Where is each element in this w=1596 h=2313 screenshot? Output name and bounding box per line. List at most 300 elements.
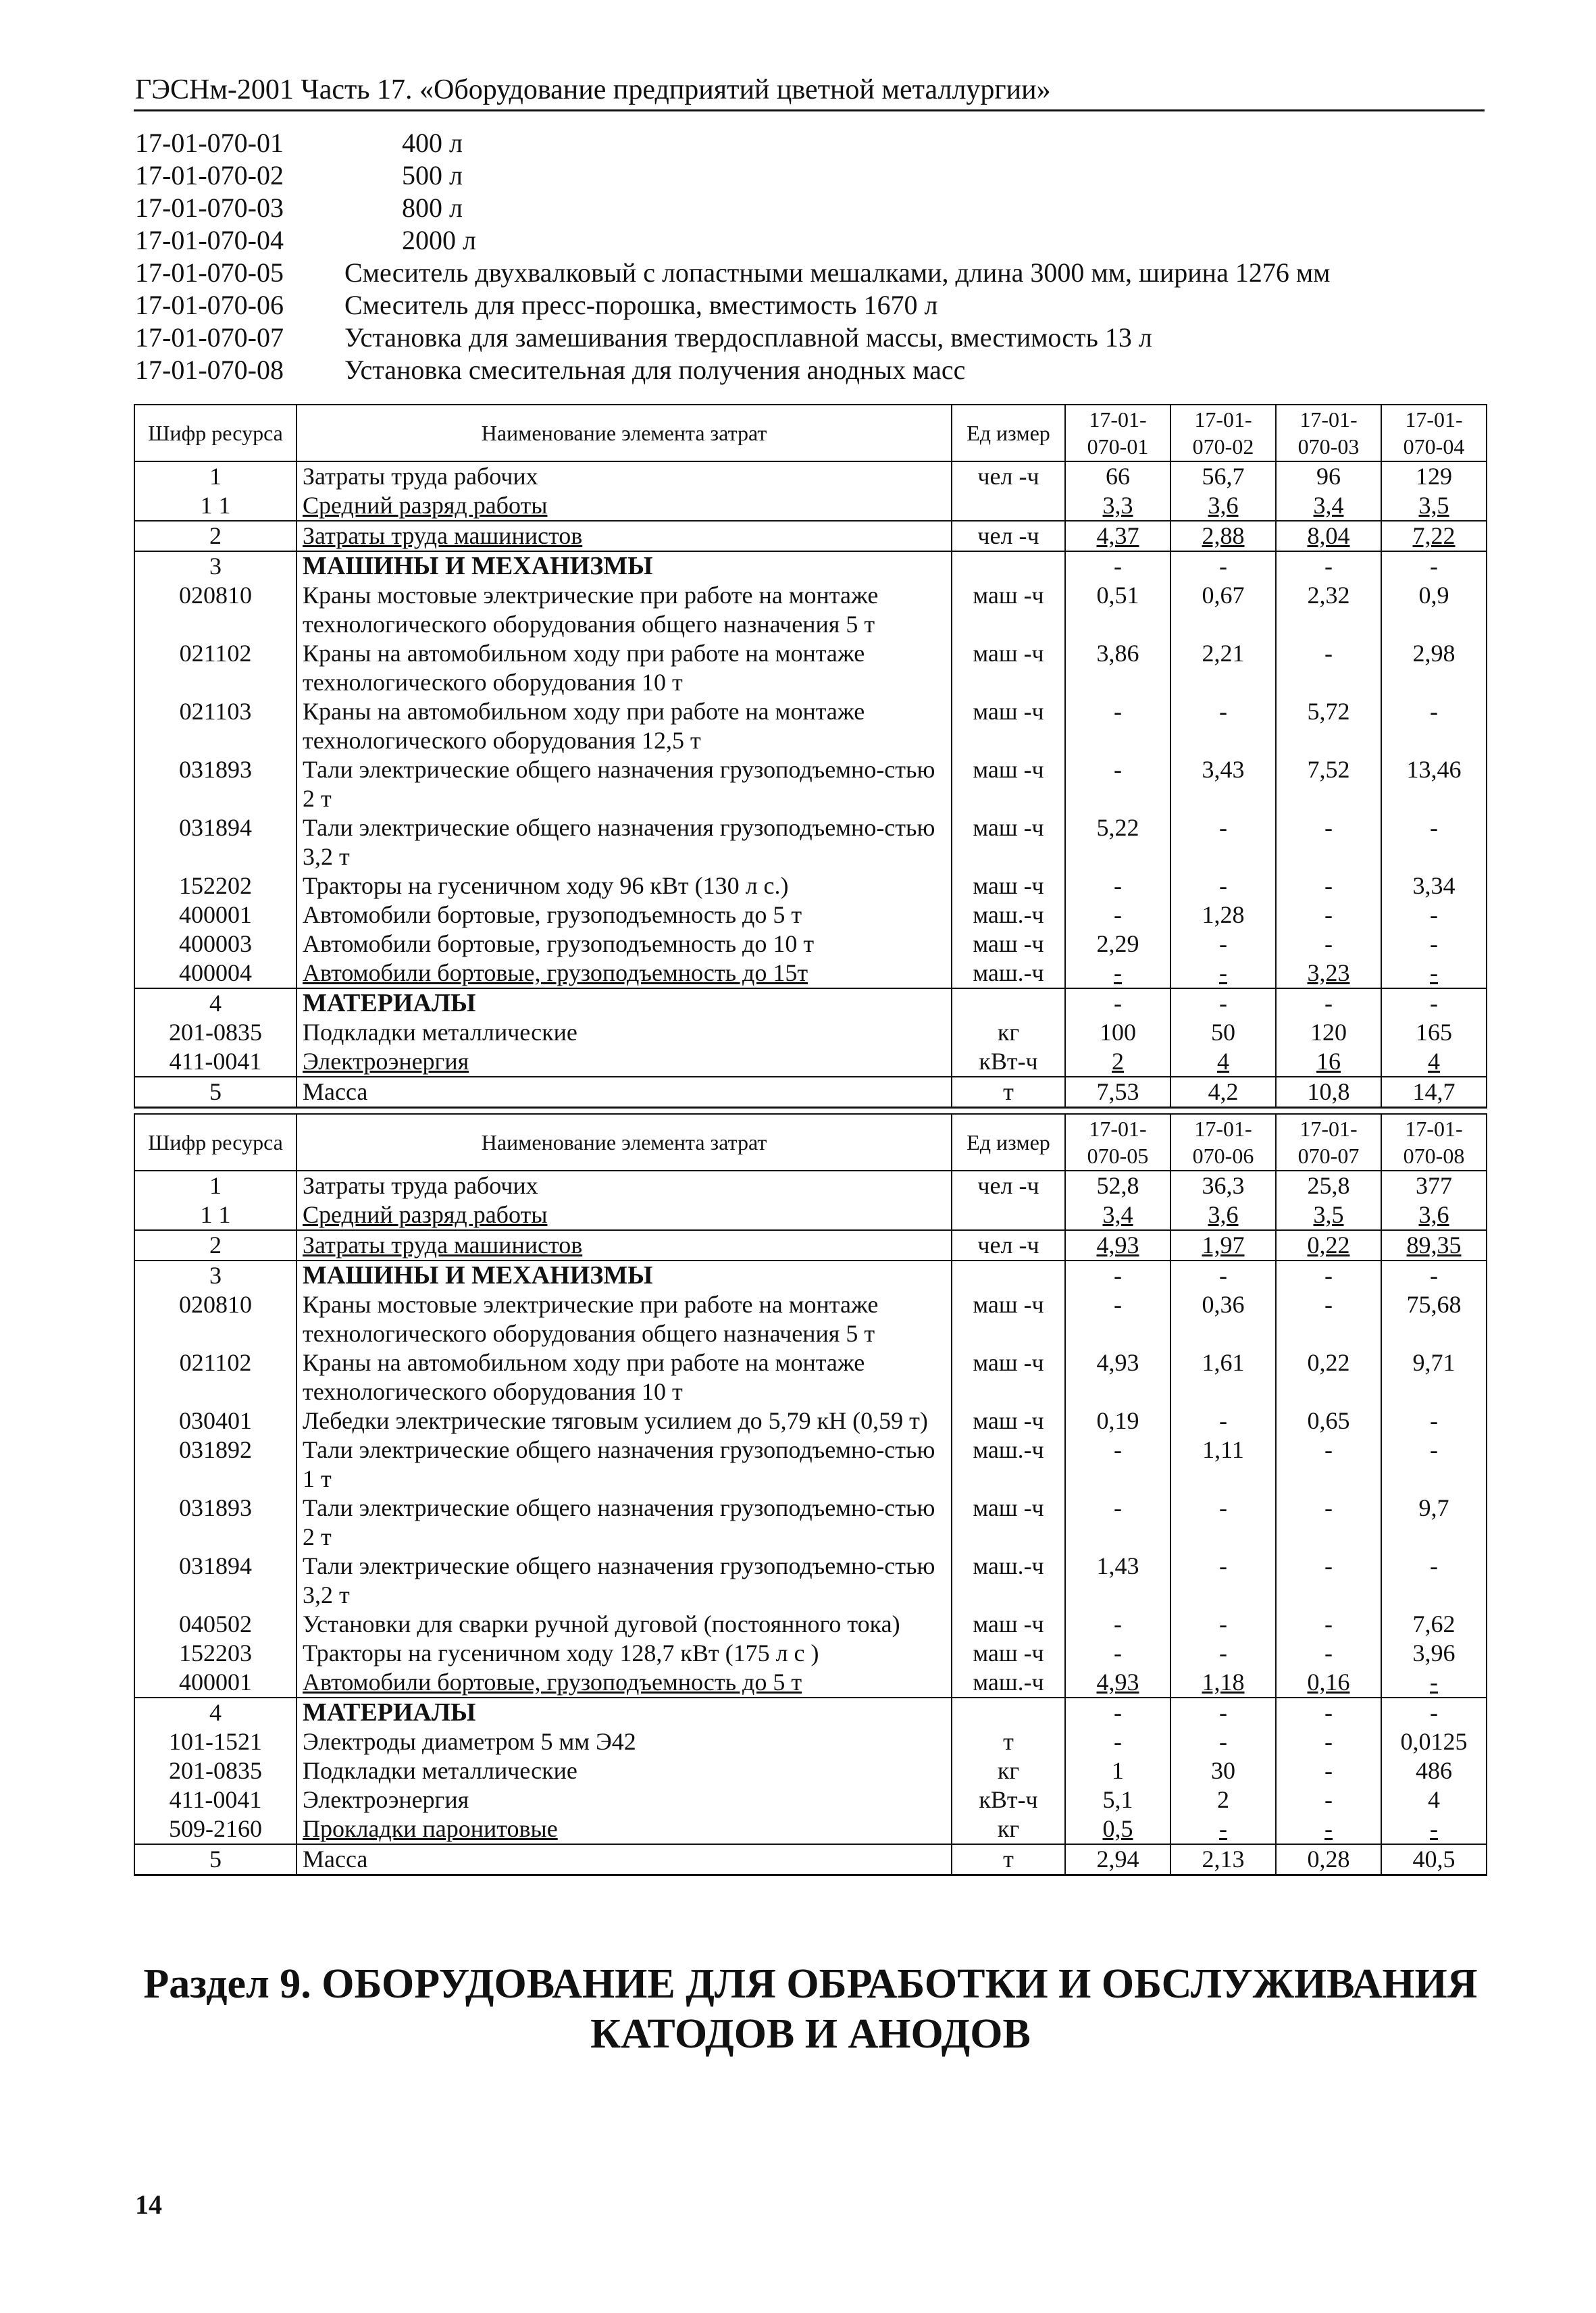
norm-value: - xyxy=(1065,755,1170,813)
norm-value: 50 xyxy=(1170,1018,1276,1047)
code-number: 17-01-070-08 xyxy=(135,355,284,385)
code-description: 500 л xyxy=(402,160,463,190)
unit-of-measure: кг xyxy=(952,1756,1065,1785)
table-row xyxy=(134,755,1487,813)
norm-value: - xyxy=(1276,639,1381,697)
cost-element-name: Краны на автомобильном ходу при работе на монтаже технологического оборудования 12,5 т xyxy=(297,697,952,755)
unit-of-measure: маш -ч xyxy=(952,871,1065,900)
norm-value: - xyxy=(1381,900,1487,930)
norm-value: - xyxy=(1065,1494,1170,1552)
norm-value: 3,43 xyxy=(1170,755,1276,813)
norm-value: - xyxy=(1170,1814,1276,1844)
norm-value: 4,2 xyxy=(1170,1077,1276,1108)
table-row xyxy=(134,461,1487,491)
cost-element-name: Автомобили бортовые, грузоподъемность до 5 т xyxy=(297,1668,952,1698)
table-row xyxy=(134,871,1487,900)
table-row xyxy=(134,1435,1487,1494)
norm-value: 3,86 xyxy=(1065,639,1170,697)
norm-value: - xyxy=(1381,1435,1487,1494)
norm-value: - xyxy=(1381,1552,1487,1610)
resource-cipher: 1 1 xyxy=(134,1200,297,1230)
section-title-line-2: КАТОДОВ И АНОДОВ xyxy=(590,2011,1031,2057)
norm-value: - xyxy=(1276,1290,1381,1348)
norm-value: - xyxy=(1276,1261,1381,1290)
norm-value: 13,46 xyxy=(1381,755,1487,813)
norm-value: - xyxy=(1276,1435,1381,1494)
code-description: 2000 л xyxy=(402,225,476,255)
table-row xyxy=(134,1077,1487,1108)
table-row xyxy=(134,551,1487,581)
resource-cipher: 411-0041 xyxy=(134,1047,297,1077)
norm-value: 10,8 xyxy=(1276,1077,1381,1108)
resource-cipher: 5 xyxy=(134,1844,297,1875)
page-header: ГЭСНм-2001 Часть 17. «Оборудование предприятий цветной металлургии» xyxy=(135,74,1051,105)
cost-element-name: Прокладки паронитовые xyxy=(297,1814,952,1844)
norm-value: - xyxy=(1276,1814,1381,1844)
norm-value: 0,5 xyxy=(1065,1814,1170,1844)
norm-value: 9,7 xyxy=(1381,1494,1487,1552)
unit-of-measure xyxy=(952,551,1065,581)
norm-value: 4,93 xyxy=(1065,1230,1170,1261)
unit-of-measure xyxy=(952,1698,1065,1727)
norm-value: - xyxy=(1381,1261,1487,1290)
norm-value: 2,88 xyxy=(1170,521,1276,551)
norm-value: 3,5 xyxy=(1381,491,1487,521)
table-row xyxy=(134,1261,1487,1290)
cost-element-name: Краны на автомобильном ходу при работе на монтаже технологического оборудования 10 т xyxy=(297,1348,952,1406)
norm-value: 4 xyxy=(1170,1047,1276,1077)
cost-element-name: Электроды диаметром 5 мм Э42 xyxy=(297,1727,952,1756)
code-number: 17-01-070-05 xyxy=(135,257,284,288)
resource-table-1 xyxy=(134,404,1487,1109)
code-item xyxy=(135,354,1486,386)
resource-table-2 xyxy=(134,1113,1487,1876)
unit-of-measure: маш -ч xyxy=(952,1610,1065,1639)
norm-value: 3,6 xyxy=(1170,1200,1276,1230)
unit-of-measure: маш -ч xyxy=(952,755,1065,813)
norm-value: 129 xyxy=(1381,461,1487,491)
table-row xyxy=(134,1230,1487,1261)
code-item xyxy=(135,192,1486,224)
norm-value: 1,28 xyxy=(1170,900,1276,930)
norm-value: - xyxy=(1170,813,1276,871)
code-description: 800 л xyxy=(402,193,463,223)
table-row xyxy=(134,1844,1487,1875)
resource-cipher: 5 xyxy=(134,1077,297,1108)
code-item xyxy=(135,322,1486,354)
norm-value: 0,0125 xyxy=(1381,1727,1487,1756)
norm-value: 0,67 xyxy=(1170,581,1276,639)
norm-value: - xyxy=(1381,551,1487,581)
header-rule xyxy=(134,109,1485,111)
norm-value: 0,16 xyxy=(1276,1668,1381,1698)
cost-element-name: Краны мостовые электрические при работе на монтаже технологического оборудования общего назначения 5 т xyxy=(297,581,952,639)
norm-value: 1,97 xyxy=(1170,1230,1276,1261)
norm-value: 3,23 xyxy=(1276,959,1381,988)
norm-value: 3,4 xyxy=(1276,491,1381,521)
norm-value: 377 xyxy=(1381,1171,1487,1200)
resource-cipher: 152203 xyxy=(134,1639,297,1668)
norm-value: - xyxy=(1276,1639,1381,1668)
table-row xyxy=(134,813,1487,871)
norm-value: 4 xyxy=(1381,1047,1487,1077)
cost-element-name: Краны мостовые электрические при работе на монтаже технологического оборудования общего назначения 5 т xyxy=(297,1290,952,1348)
norm-value: 0,51 xyxy=(1065,581,1170,639)
table-row xyxy=(134,1610,1487,1639)
norm-value: - xyxy=(1276,1756,1381,1785)
header-unit: Ед измер xyxy=(952,1114,1065,1171)
norm-value: - xyxy=(1170,1261,1276,1290)
resource-cipher: 101-1521 xyxy=(134,1727,297,1756)
header-norm-code: 17-01-070-05 xyxy=(1065,1114,1170,1171)
header-norm-code: 17-01-070-02 xyxy=(1170,405,1276,461)
norm-value: - xyxy=(1170,959,1276,988)
norm-value: 1,11 xyxy=(1170,1435,1276,1494)
table-row xyxy=(134,1290,1487,1348)
table-row xyxy=(134,1200,1487,1230)
section-title xyxy=(135,1959,1486,2059)
header-norm-code: 17-01-070-01 xyxy=(1065,405,1170,461)
resource-cipher: 020810 xyxy=(134,1290,297,1348)
norm-value: 30 xyxy=(1170,1756,1276,1785)
norm-value: - xyxy=(1276,1552,1381,1610)
table-row xyxy=(134,1494,1487,1552)
table-row xyxy=(134,1698,1487,1727)
norm-value: 0,9 xyxy=(1381,581,1487,639)
norm-value: - xyxy=(1065,900,1170,930)
table-row xyxy=(134,1406,1487,1435)
table-row xyxy=(134,639,1487,697)
cost-element-name: МАШИНЫ И МЕХАНИЗМЫ xyxy=(297,1261,952,1290)
code-item xyxy=(135,127,1486,159)
table-row xyxy=(134,900,1487,930)
norm-value: - xyxy=(1170,988,1276,1018)
cost-element-name: Тали электрические общего назначения грузоподъемно-стью 3,2 т xyxy=(297,813,952,871)
cost-element-name: Затраты труда рабочих xyxy=(297,1171,952,1200)
norm-value: - xyxy=(1170,1727,1276,1756)
cost-element-name: Средний разряд работы xyxy=(297,1200,952,1230)
norm-value: 1 xyxy=(1065,1756,1170,1785)
norm-value: 4 xyxy=(1381,1785,1487,1814)
norm-value: 89,35 xyxy=(1381,1230,1487,1261)
resource-cipher: 1 1 xyxy=(134,491,297,521)
norm-value: 1,43 xyxy=(1065,1552,1170,1610)
norm-value: 0,22 xyxy=(1276,1348,1381,1406)
table-row xyxy=(134,959,1487,988)
resource-cipher: 021102 xyxy=(134,639,297,697)
cost-element-name: Тракторы на гусеничном ходу 128,7 кВт (175 л с ) xyxy=(297,1639,952,1668)
resource-cipher: 020810 xyxy=(134,581,297,639)
norm-value: - xyxy=(1065,1261,1170,1290)
resource-cipher: 1 xyxy=(134,1171,297,1200)
table-row xyxy=(134,1785,1487,1814)
resource-cipher: 3 xyxy=(134,551,297,581)
code-list xyxy=(135,127,1486,386)
header-norm-code: 17-01-070-06 xyxy=(1170,1114,1276,1171)
norm-value: 14,7 xyxy=(1381,1077,1487,1108)
unit-of-measure: кВт-ч xyxy=(952,1785,1065,1814)
unit-of-measure: маш.-ч xyxy=(952,1435,1065,1494)
norm-value: 165 xyxy=(1381,1018,1487,1047)
norm-value: 0,28 xyxy=(1276,1844,1381,1875)
norm-value: 0,36 xyxy=(1170,1290,1276,1348)
norm-value: 2,29 xyxy=(1065,930,1170,959)
cost-element-name: Автомобили бортовые, грузоподъемность до 10 т xyxy=(297,930,952,959)
norm-value: - xyxy=(1065,871,1170,900)
norm-value: 56,7 xyxy=(1170,461,1276,491)
table-row xyxy=(134,930,1487,959)
unit-of-measure: маш.-ч xyxy=(952,900,1065,930)
unit-of-measure: маш.-ч xyxy=(952,959,1065,988)
norm-value: 5,22 xyxy=(1065,813,1170,871)
resource-cipher: 031892 xyxy=(134,1435,297,1494)
norm-value: - xyxy=(1065,1698,1170,1727)
cost-element-name: Тали электрические общего назначения грузоподъемно-стью 3,2 т xyxy=(297,1552,952,1610)
norm-value: 0,19 xyxy=(1065,1406,1170,1435)
norm-value: 96 xyxy=(1276,461,1381,491)
unit-of-measure: кг xyxy=(952,1018,1065,1047)
cost-element-name: Средний разряд работы xyxy=(297,491,952,521)
code-number: 17-01-070-03 xyxy=(135,193,284,223)
unit-of-measure: маш.-ч xyxy=(952,1552,1065,1610)
norm-value: 2,98 xyxy=(1381,639,1487,697)
table-row xyxy=(134,697,1487,755)
unit-of-measure: кВт-ч xyxy=(952,1047,1065,1077)
table-row xyxy=(134,1348,1487,1406)
unit-of-measure: маш -ч xyxy=(952,1639,1065,1668)
cost-element-name: МАТЕРИАЛЫ xyxy=(297,1698,952,1727)
unit-of-measure: маш -ч xyxy=(952,1494,1065,1552)
table-row xyxy=(134,988,1487,1018)
resource-cipher: 2 xyxy=(134,521,297,551)
unit-of-measure: чел -ч xyxy=(952,1230,1065,1261)
norm-value: 2,21 xyxy=(1170,639,1276,697)
norm-value: - xyxy=(1276,900,1381,930)
norm-value: - xyxy=(1276,930,1381,959)
cost-element-name: Затраты труда машинистов xyxy=(297,1230,952,1261)
resource-cipher: 3 xyxy=(134,1261,297,1290)
header-norm-code: 17-01-070-04 xyxy=(1381,405,1487,461)
norm-value: - xyxy=(1381,1814,1487,1844)
code-description: Смеситель двухвалковый с лопастными мешалками, длина 3000 мм, ширина 1276 мм xyxy=(344,257,1331,288)
table-row xyxy=(134,1727,1487,1756)
norm-value: - xyxy=(1065,1290,1170,1348)
table-row xyxy=(134,1668,1487,1698)
cost-element-name: Автомобили бортовые, грузоподъемность до 5 т xyxy=(297,900,952,930)
header-norm-code: 17-01-070-08 xyxy=(1381,1114,1487,1171)
norm-value: - xyxy=(1170,1639,1276,1668)
cost-element-name: Краны на автомобильном ходу при работе на монтаже технологического оборудования 10 т xyxy=(297,639,952,697)
norm-value: - xyxy=(1065,959,1170,988)
cost-element-name: Электроэнергия xyxy=(297,1785,952,1814)
norm-value: - xyxy=(1381,813,1487,871)
norm-value: - xyxy=(1381,959,1487,988)
norm-value: 100 xyxy=(1065,1018,1170,1047)
cost-element-name: Затраты труда рабочих xyxy=(297,461,952,491)
code-description: 400 л xyxy=(402,128,463,158)
cost-element-name: Тракторы на гусеничном ходу 96 кВт (130 л с.) xyxy=(297,871,952,900)
unit-of-measure: чел -ч xyxy=(952,461,1065,491)
norm-value: 1,61 xyxy=(1170,1348,1276,1406)
norm-value: - xyxy=(1170,871,1276,900)
cost-element-name: Электроэнергия xyxy=(297,1047,952,1077)
header-cipher: Шифр ресурса xyxy=(134,1114,297,1171)
norm-value: 3,6 xyxy=(1170,491,1276,521)
resource-cipher: 4 xyxy=(134,1698,297,1727)
code-number: 17-01-070-01 xyxy=(135,128,284,158)
norm-value: 7,62 xyxy=(1381,1610,1487,1639)
table-row xyxy=(134,491,1487,521)
unit-of-measure: маш -ч xyxy=(952,581,1065,639)
cost-element-name: Масса xyxy=(297,1077,952,1108)
resource-cipher: 411-0041 xyxy=(134,1785,297,1814)
norm-value: - xyxy=(1170,1494,1276,1552)
cost-element-name: Подкладки металлические xyxy=(297,1756,952,1785)
cost-element-name: Лебедки электрические тяговым усилием до 5,79 кН (0,59 т) xyxy=(297,1406,952,1435)
norm-value: - xyxy=(1276,1727,1381,1756)
norm-value: 52,8 xyxy=(1065,1171,1170,1200)
unit-of-measure: чел -ч xyxy=(952,521,1065,551)
table-row xyxy=(134,581,1487,639)
norm-value: - xyxy=(1065,988,1170,1018)
norm-value: 4,93 xyxy=(1065,1668,1170,1698)
norm-value: - xyxy=(1065,1610,1170,1639)
norm-value: 7,22 xyxy=(1381,521,1487,551)
code-number: 17-01-070-02 xyxy=(135,160,284,190)
resource-cipher: 152202 xyxy=(134,871,297,900)
resource-cipher: 400001 xyxy=(134,1668,297,1698)
norm-value: 3,96 xyxy=(1381,1639,1487,1668)
norm-value: 3,6 xyxy=(1381,1200,1487,1230)
norm-value: - xyxy=(1170,930,1276,959)
header-cipher: Шифр ресурса xyxy=(134,405,297,461)
cost-element-name: Тали электрические общего назначения грузоподъемно-стью 2 т xyxy=(297,1494,952,1552)
resource-cipher: 040502 xyxy=(134,1610,297,1639)
norm-value: - xyxy=(1170,697,1276,755)
norm-value: 2,94 xyxy=(1065,1844,1170,1875)
norm-value: 2,13 xyxy=(1170,1844,1276,1875)
norm-value: - xyxy=(1065,697,1170,755)
unit-of-measure: чел -ч xyxy=(952,1171,1065,1200)
norm-value: 3,34 xyxy=(1381,871,1487,900)
resource-cipher: 201-0835 xyxy=(134,1756,297,1785)
table-row xyxy=(134,1756,1487,1785)
norm-value: - xyxy=(1065,1639,1170,1668)
norm-value: 16 xyxy=(1276,1047,1381,1077)
norm-value: 75,68 xyxy=(1381,1290,1487,1348)
code-item xyxy=(135,257,1486,289)
resource-cipher: 1 xyxy=(134,461,297,491)
resource-cipher: 201-0835 xyxy=(134,1018,297,1047)
code-number: 17-01-070-06 xyxy=(135,290,284,320)
table-row xyxy=(134,1639,1487,1668)
unit-of-measure xyxy=(952,1261,1065,1290)
norm-value: 36,3 xyxy=(1170,1171,1276,1200)
cost-element-name: Тали электрические общего назначения грузоподъемно-стью 2 т xyxy=(297,755,952,813)
table-row xyxy=(134,1814,1487,1844)
norm-value: - xyxy=(1276,813,1381,871)
unit-of-measure: т xyxy=(952,1077,1065,1108)
code-description: Установка смесительная для получения анодных масс xyxy=(344,355,966,385)
norm-value: - xyxy=(1276,1698,1381,1727)
code-number: 17-01-070-07 xyxy=(135,322,284,353)
norm-value: 3,5 xyxy=(1276,1200,1381,1230)
norm-value: 120 xyxy=(1276,1018,1381,1047)
norm-value: - xyxy=(1381,930,1487,959)
norm-value: - xyxy=(1170,1610,1276,1639)
norm-value: - xyxy=(1276,1785,1381,1814)
header-unit: Ед измер xyxy=(952,405,1065,461)
resource-cipher: 509-2160 xyxy=(134,1814,297,1844)
norm-value: - xyxy=(1276,871,1381,900)
header-norm-code: 17-01-070-07 xyxy=(1276,1114,1381,1171)
table-row xyxy=(134,1552,1487,1610)
cost-element-name: МАШИНЫ И МЕХАНИЗМЫ xyxy=(297,551,952,581)
cost-element-name: Масса xyxy=(297,1844,952,1875)
table-row xyxy=(134,1171,1487,1200)
resource-cipher: 2 xyxy=(134,1230,297,1261)
unit-of-measure: маш -ч xyxy=(952,1348,1065,1406)
norm-value: 486 xyxy=(1381,1756,1487,1785)
norm-value: 7,53 xyxy=(1065,1077,1170,1108)
unit-of-measure xyxy=(952,491,1065,521)
resource-cipher: 021103 xyxy=(134,697,297,755)
norm-value: - xyxy=(1170,551,1276,581)
header-norm-code: 17-01-070-03 xyxy=(1276,405,1381,461)
norm-value: - xyxy=(1381,1668,1487,1698)
norm-value: 7,52 xyxy=(1276,755,1381,813)
norm-value: 5,72 xyxy=(1276,697,1381,755)
unit-of-measure xyxy=(952,1200,1065,1230)
resource-cipher: 400001 xyxy=(134,900,297,930)
norm-value: - xyxy=(1276,1610,1381,1639)
unit-of-measure: маш -ч xyxy=(952,930,1065,959)
code-description: Смеситель для пресс-порошка, вместимость 1670 л xyxy=(344,290,938,320)
resource-cipher: 4 xyxy=(134,988,297,1018)
norm-value: - xyxy=(1381,1698,1487,1727)
resource-cipher: 400003 xyxy=(134,930,297,959)
resource-cipher: 031894 xyxy=(134,1552,297,1610)
norm-value: 4,93 xyxy=(1065,1348,1170,1406)
norm-value: - xyxy=(1065,1727,1170,1756)
norm-value: - xyxy=(1170,1406,1276,1435)
header-name: Наименование элемента затрат xyxy=(297,1114,952,1171)
table-row xyxy=(134,521,1487,551)
unit-of-measure: маш -ч xyxy=(952,697,1065,755)
norm-value: - xyxy=(1065,1435,1170,1494)
header-name: Наименование элемента затрат xyxy=(297,405,952,461)
norm-value: 2,32 xyxy=(1276,581,1381,639)
norm-value: - xyxy=(1381,988,1487,1018)
resource-cipher: 030401 xyxy=(134,1406,297,1435)
norm-value: 1,18 xyxy=(1170,1668,1276,1698)
norm-value: 9,71 xyxy=(1381,1348,1487,1406)
norm-value: 25,8 xyxy=(1276,1171,1381,1200)
cost-element-name: Автомобили бортовые, грузоподъемность до 15т xyxy=(297,959,952,988)
code-number: 17-01-070-04 xyxy=(135,225,284,255)
norm-value: - xyxy=(1276,551,1381,581)
norm-value: 2 xyxy=(1170,1785,1276,1814)
resource-cipher: 031894 xyxy=(134,813,297,871)
norm-value: - xyxy=(1381,1406,1487,1435)
cost-element-name: Затраты труда машинистов xyxy=(297,521,952,551)
norm-value: 66 xyxy=(1065,461,1170,491)
norm-value: 4,37 xyxy=(1065,521,1170,551)
unit-of-measure: маш -ч xyxy=(952,1290,1065,1348)
resource-cipher: 031893 xyxy=(134,1494,297,1552)
cost-element-name: Установки для сварки ручной дуговой (постоянного тока) xyxy=(297,1610,952,1639)
unit-of-measure xyxy=(952,988,1065,1018)
